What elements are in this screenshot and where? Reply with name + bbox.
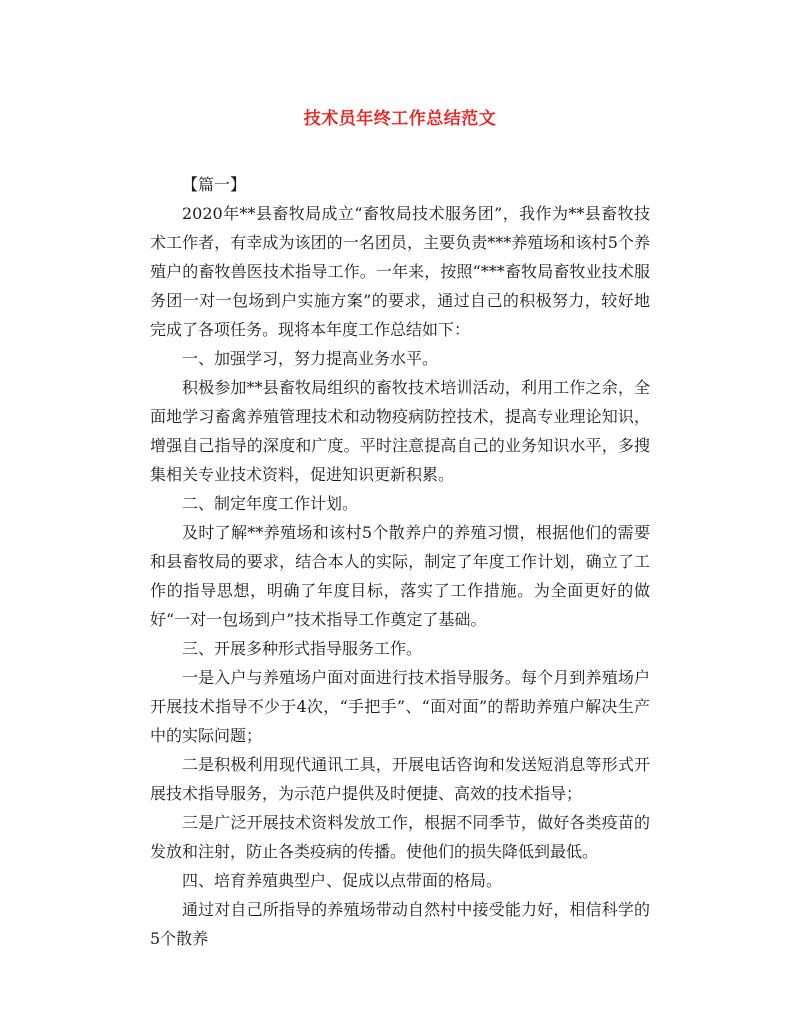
document-body: [150, 170, 650, 953]
paragraph: 及时了解**养殖场和该村5个散养户的养殖习惯，根据他们的需要和县畜牧局的要求，结合本人的实际，制定了年度工作计划，确立了工作的指导思想，明确了年度目标，落实了工作措施。为全面更好的做好“一对一包场到户”技术指导工作奠定了基础。: [150, 523, 650, 629]
section-heading: 一、加强学习，努力提高业务水平。: [182, 349, 439, 368]
paragraph: 二是积极利用现代通讯工具，开展电话咨询和发送短消息等形式开展技术指导服务，为示范户提供及时便捷、高效的技术指导；: [150, 755, 650, 803]
chapter-label: 【篇一】: [182, 175, 247, 194]
paragraph: 积极参加**县畜牧局组织的畜牧技术培训活动，利用工作之余，全面地学习畜禽养殖管理技术和动物疫病防控技术，提高专业理论知识，增强自己指导的深度和广度。平时注意提高自己的业务知识水平，多搜集相关专业技术资料，促进知识更新积累。: [150, 378, 650, 484]
section-heading: 三、开展多种形式指导服务工作。: [182, 639, 423, 658]
section-heading: 二、制定年度工作计划。: [182, 494, 359, 513]
paragraph: 三是广泛开展技术资料发放工作，根据不同季节，做好各类疫苗的发放和注射，防止各类疫病的传播。使他们的损失降低到最低。: [150, 813, 650, 861]
paragraph: 2020年**县畜牧局成立“畜牧局技术服务团”，我作为**县畜牧技术工作者，有幸成为该团的一名团员，主要负责***养殖场和该村5个养殖户的畜牧兽医技术指导工作。一年来，按照“***畜牧局畜牧业技术服务团一对一包场到户实施方案”的要求，通过自己的积极努力，较好地完成了各项任务。现将本年度工作总结如下：: [150, 204, 650, 339]
paragraph: 通过对自己所指导的养殖场带动自然村中接受能力好，相信科学的5个散养: [150, 900, 650, 948]
paragraph: 一是入户与养殖场户面对面进行技术指导服务。每个月到养殖场户开展技术指导不少于4次，“手把手”、“面对面”的帮助养殖户解决生产中的实际问题；: [150, 668, 650, 745]
document-title: 技术员年终工作总结范文: [303, 109, 497, 129]
section-heading: 四、培育养殖典型户、促成以点带面的格局。: [182, 871, 503, 890]
